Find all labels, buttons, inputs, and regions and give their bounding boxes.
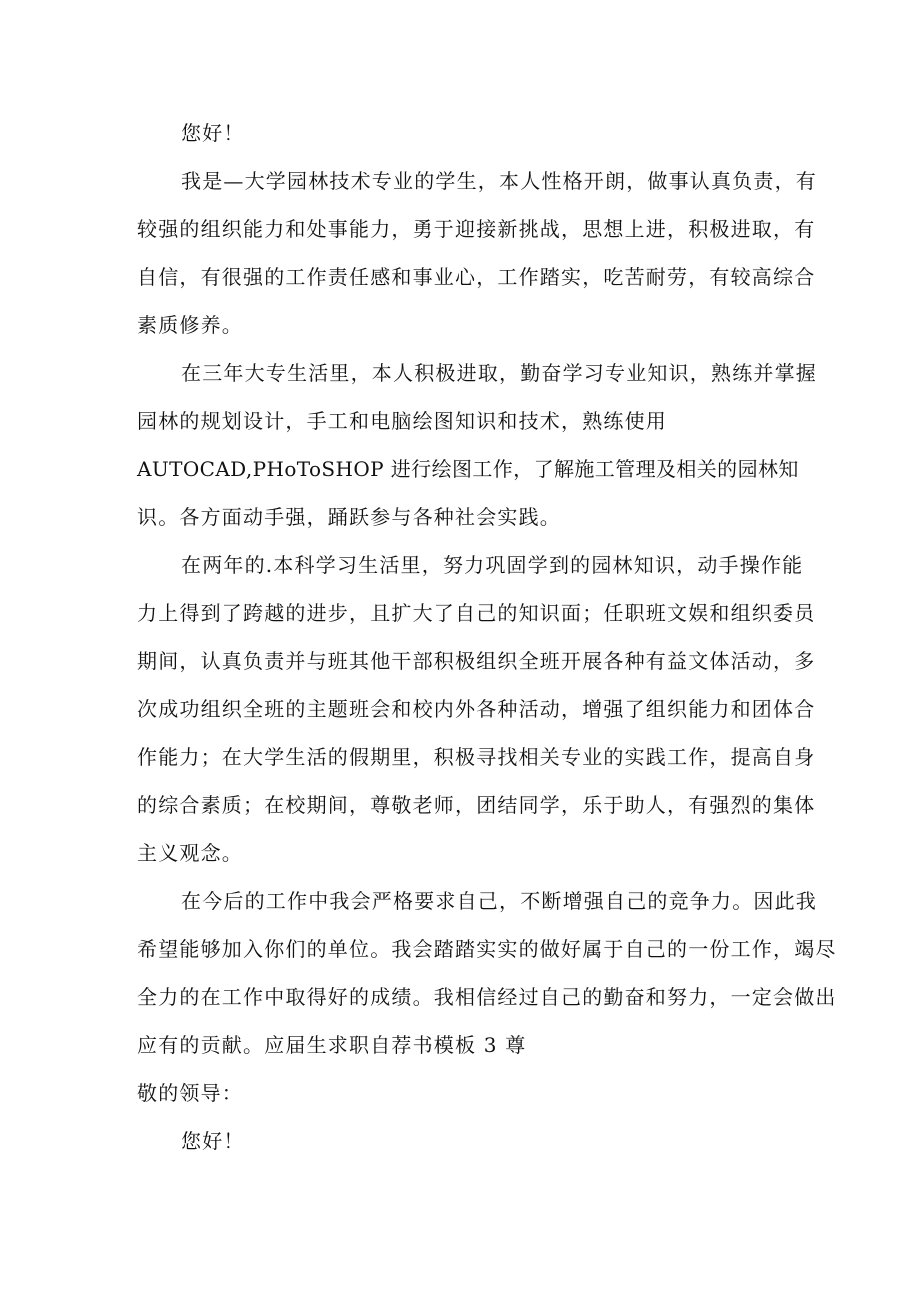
paragraph-line: 在三年大专生活里，本人积极进取，勤奋学习专业知识，熟练并掌握 [181, 361, 817, 385]
paragraph-line: 作能力；在大学生活的假期里，积极寻找相关专业的实践工作，提高自身 [137, 745, 816, 769]
paragraph-line: 在今后的工作中我会严格要求自己，不断增强自己的竞争力。因此我 [181, 889, 817, 913]
paragraph-line: 素质修养。 [137, 313, 243, 337]
paragraph-line: 在两年的.本科学习生活里，努力巩固学到的园林知识，动手操作能 [181, 553, 804, 577]
paragraph-line: 力上得到了跨越的进步，且扩大了自己的知识面；任职班文娱和组织委员 [137, 601, 816, 625]
salutation-text: 敬的领导： [137, 1081, 243, 1105]
paragraph-line: 主义观念。 [137, 841, 243, 865]
paragraph-line: 应有的贡献。应届生求职自荐书模板 3 尊 [137, 1033, 527, 1057]
paragraph-line: 期间，认真负责并与班其他干部积极组织全班开展各种有益文体活动，多 [137, 649, 816, 673]
paragraph-line: AUTOCAD,PHoToSHOP 进行绘图工作，了解施工管理及相关的园林知 [137, 457, 799, 481]
paragraph-line: 自信，有很强的工作责任感和事业心，工作踏实，吃苦耐劳，有较高综合 [137, 265, 816, 289]
greeting-text: 您好！ [181, 1129, 245, 1153]
paragraph-line: 园林的规划设计，手工和电脑绘图知识和技术，熟练使用 [137, 409, 667, 433]
paragraph-line: 希望能够加入你们的单位。我会踏踏实实的做好属于自己的一份工作，竭尽 [137, 937, 837, 961]
greeting-text: 您好！ [181, 121, 245, 145]
paragraph-line: 我是—大学园林技术专业的学生，本人性格开朗，做事认真负责，有 [181, 169, 817, 193]
paragraph-line: 识。各方面动手强，踊跃参与各种社会实践。 [137, 505, 561, 529]
paragraph-line: 的综合素质；在校期间，尊敬老师，团结同学，乐于助人，有强烈的集体 [137, 793, 816, 817]
paragraph-line: 次成功组织全班的主题班会和校内外各种活动，增强了组织能力和团体合 [137, 697, 816, 721]
paragraph-line: 较强的组织能力和处事能力，勇于迎接新挑战，思想上进，积极进取，有 [137, 217, 816, 241]
paragraph-line: 全力的在工作中取得好的成绩。我相信经过自己的勤奋和努力，一定会做出 [137, 985, 837, 1009]
